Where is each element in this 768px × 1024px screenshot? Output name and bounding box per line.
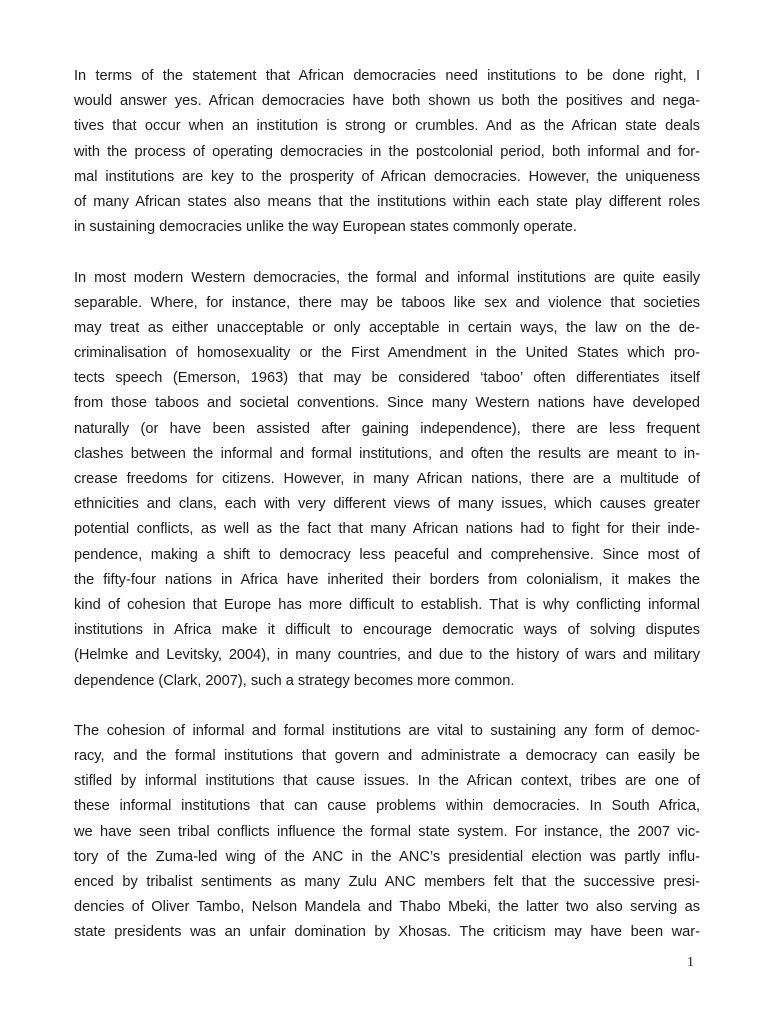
- text-line: racy, and the formal institutions that govern and administrate a democracy can easily be: [74, 748, 700, 765]
- text-line: (Helmke and Levitsky, 2004), in many countries, and due to the history of wars and military: [74, 647, 700, 664]
- text-line: the fifty-four nations in Africa have inherited their borders from colonialism, it makes the: [74, 571, 700, 588]
- text-line: we have seen tribal conflicts influence the formal state system. For instance, the 2007 vic-: [74, 823, 700, 840]
- text-line: potential conflicts, as well as the fact that many African nations had to fight for their inde-: [74, 521, 700, 538]
- text-line: dencies of Oliver Tambo, Nelson Mandela and Thabo Mbeki, the latter two also serving as: [74, 899, 700, 916]
- text-line: In most modern Western democracies, the formal and informal institutions are quite easily: [74, 269, 700, 286]
- text-line: dependence (Clark, 2007), such a strategy becomes more common.: [74, 672, 515, 689]
- document-body: [74, 64, 700, 946]
- text-line: would answer yes. African democracies have both shown us both the positives and nega-: [74, 93, 700, 110]
- paragraph-3: [74, 719, 700, 946]
- text-line: criminalisation of homosexuality or the First Amendment in the United States which pro-: [74, 345, 700, 362]
- text-line: enced by tribalist sentiments as many Zulu ANC members felt that the successive presi-: [74, 874, 700, 890]
- paragraph-1: [74, 64, 700, 240]
- text-line: ethnicities and clans, each with very different views of many issues, which causes greater: [74, 496, 700, 513]
- text-line: The cohesion of informal and formal institutions are vital to sustaining any form of democ-: [74, 722, 700, 739]
- text-line: tives that occur when an institution is strong or crumbles. And as the African state deals: [74, 118, 700, 135]
- paragraph-spacer: [74, 694, 700, 719]
- text-line: separable. Where, for instance, there may be taboos like sex and violence that societies: [74, 294, 700, 311]
- text-line: clashes between the informal and formal institutions, and often the results are meant to in-: [74, 445, 700, 462]
- text-line: with the process of operating democracies in the postcolonial period, both informal and for-: [74, 143, 700, 160]
- text-line: In terms of the statement that African democracies need institutions to be done right, I: [74, 68, 700, 84]
- text-line: pendence, making a shift to democracy less peaceful and comprehensive. Since most of: [74, 546, 700, 563]
- text-line: may treat as either unacceptable or only acceptable in certain ways, the law on the de-: [74, 319, 700, 336]
- paragraph-2: [74, 266, 700, 694]
- text-line: from those taboos and societal conventions. Since many Western nations have developed: [74, 395, 700, 412]
- text-line: tects speech (Emerson, 1963) that may be considered ‘taboo’ often differentiates itself: [74, 370, 700, 387]
- text-line: kind of cohesion that Europe has more difficult to establish. That is why conflicting informal: [74, 596, 700, 613]
- text-line: of many African states also means that the institutions within each state play different roles: [74, 193, 700, 210]
- text-line: naturally (or have been assisted after gaining independence), there are less frequent: [74, 420, 700, 437]
- page-number: 1: [687, 955, 694, 970]
- text-line: in sustaining democracies unlike the way European states commonly operate.: [74, 219, 577, 236]
- text-line: crease freedoms for citizens. However, in many African nations, there are a multitude of: [74, 471, 700, 487]
- text-line: these informal institutions that can cause problems within democracies. In South Africa,: [74, 798, 700, 815]
- text-line: stifled by informal institutions that cause issues. In the African context, tribes are one of: [74, 773, 700, 790]
- text-line: institutions in Africa make it difficult to encourage democratic ways of solving disputes: [74, 622, 700, 639]
- text-line: state presidents was an unfair domination by Xhosas. The criticism may have been war-: [74, 924, 700, 941]
- paragraph-spacer: [74, 240, 700, 265]
- text-line: tory of the Zuma-led wing of the ANC in the ANC’s presidential election was partly influ-: [74, 848, 700, 865]
- text-line: mal institutions are key to the prosperity of African democracies. However, the uniqueness: [74, 168, 700, 185]
